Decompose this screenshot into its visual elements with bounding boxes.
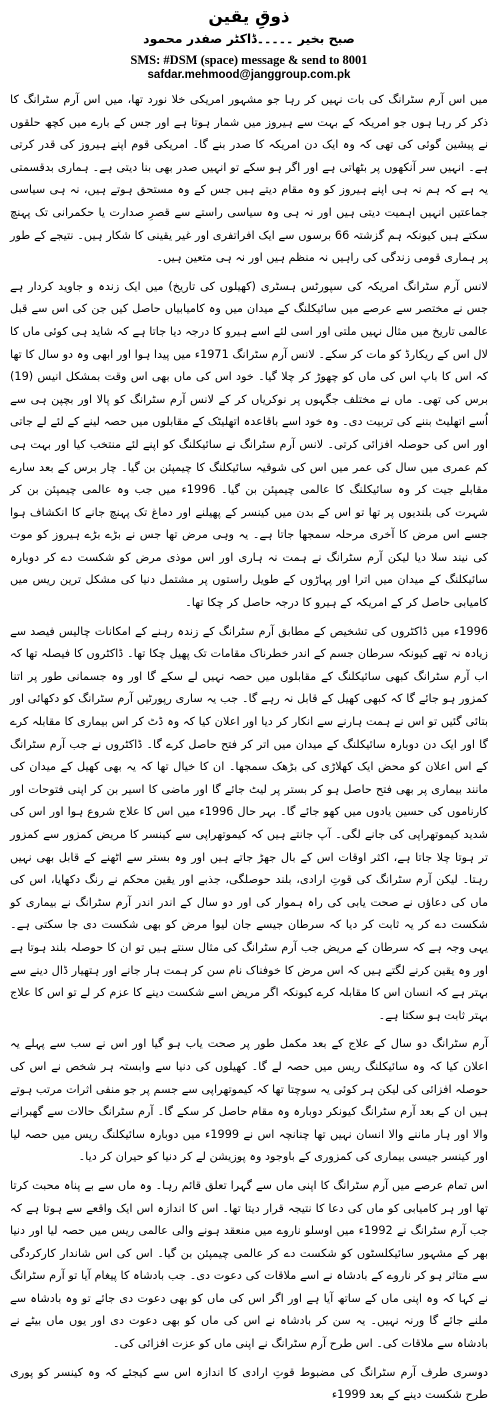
column-title: ذوقِ یقین	[208, 7, 290, 27]
paragraph: آرم سٹرانگ دو سال کے علاج کے بعد مکمل طور پر صحت یاب ہو گیا اور اس نے سب سے پہلے یہ اعلان کیا کہ وہ سائیکلنگ ریس میں حصہ لے گا۔ کھیلوں کی دنیا سے وابستہ ہر شخص نے اس کی حوصلہ افزائی کی لیکن ہر کوئی یہ سوچتا تھا کہ کیموتھراپی سے جسم پر جو منفی اثرات مرتب ہوتے ہیں ان کے بعد آرم سٹرانگ کیونکر دوبارہ وہ مقام حاصل کر سکے گا۔ آرم سٹرانگ حالات سے گھبرانے والا اور ہار ماننے والا انسان نہیں تھا چنانچہ اس نے 1999ء میں دوبارہ سائیکلنگ ریس میں حصہ لیا اور کینسر جیسی بیماری کی کمزوری کے باوجود وہ پوزیشن لے کر دنیا کو حیران کر دیا۔	[10, 1037, 488, 1164]
paragraph: دوسری طرف آرم سٹرانگ کی مضبوط قوتِ ارادی کا اندازہ اس سے کیجئے کہ وہ کینسر کو پوری طرح شکست دینے کے بعد 1999ء	[10, 1365, 488, 1402]
sms-line: SMS: #DSM (space) message & send to 8001	[130, 53, 368, 67]
paragraph: 1996ء میں ڈاکٹروں کی تشخیص کے مطابق آرم سٹرانگ کے زندہ رہنے کے امکانات چالیس فیصد سے زیادہ نہ تھے کیونکہ سرطان جسم کے اندر خطرناک مقامات تک پھیل چکا تھا۔ ڈاکٹروں کا فیصلہ تھا کہ اب آرم سٹرانگ کبھی سائیکلنگ کے مقابلوں میں حصہ نہیں لے سکے گا اور وہ جسمانی طور پر اتنا کمزور ہو جائے گا کہ کبھی کھیل کے قابل نہ رہے گا۔ جب یہ ساری رپورٹیں آرم سٹرانگ کو دکھائی اور بتائی گئیں تو اس نے ہمت ہارنے سے انکار کر دیا اور اعلان کیا کہ وہ ڈٹ کر اس بیماری کا مقابلہ کرے گا اور ایک دن دوبارہ سائیکلنگ کے میدان میں اتر کر فتح حاصل کرے گا۔ ڈاکٹروں نے جب آرم سٹرانگ کے اس اعلان کو محض ایک کھلاڑی کی بڑھک سمجھا۔ ان کا خیال تھا کہ یہ بھی کھیل کے میدان کی مانند بیماری پر بھی فتح حاصل ہو کر بستر پر لیٹ جائے گا اور ماضی کا اسیر بن کر اپنی فتوحات اور کارناموں کی حسین یادوں میں کھو جائے گا۔ بہر حال 1996ء میں اس کا علاج شروع ہوا اور اس کی شدید کیموتھراپی کی جانے لگی۔ آپ جانتے ہیں کہ کیموتھراپی سے کینسر کا مریض کمزور سے کمزور تر ہوتا چلا جاتا ہے، اکثر اوقات اس کے بال جھڑ جاتے ہیں اور وہ بستر سے اٹھنے کے قابل بھی نہیں رہتا۔ لیکن آرم سٹرانگ کی قوتِ ارادی، بلند حوصلگی، جذبے اور یقین محکم نے رنگ دکھایا، اس کی ماں کی دعاؤں نے صحت یابی کی راہ ہموار کی اور دو سال کے اندر اندر آرم سٹرانگ نے بیماری کو شکست دے کر یہ ثابت کر دیا کہ سرطان جیسے جان لیوا مرض کو بھی شکست دی جا سکتی ہے۔ یہی وجہ ہے کہ سرطان کے مریض جب آرم سٹرانگ کی مثال سنتے ہیں تو ان کا حوصلہ بلند ہوتا ہے اور وہ یقین کرنے لگتے ہیں کہ اس مرض کا خوفناک نام سن کر ہمت ہار جانے اور ہتھیار ڈال دینے سے بہتر ہے کہ انسان اس کا مقابلہ کرے کیونکہ اگر مریض اسے شکست دینے کا عزم کر لے تو اس کا علاج بہتر ثابت ہو سکتا ہے۔	[10, 624, 488, 1022]
author-email: safdar.mehmood@janggroup.com.pk	[147, 69, 351, 81]
column-byline: صبح بخیر ۔۔۔۔۔ڈاکٹر صفدر محمود	[143, 31, 355, 46]
paragraph: لانس آرم سٹرانگ امریکہ کی سپورٹس ہسٹری (کھیلوں کی تاریخ) میں ایک زندہ و جاوید کردار ہے جس نے مختصر سے عرصے میں سائیکلنگ کے میدان میں وہ کامیابیاں حاصل کیں جن کی اس سے قبل عالمی تاریخ میں مثال نہیں ملتی اور اسی لئے اسے ہیرو کا درجہ دیا جاتا ہے کہ شاید ہی کوئی ماں کا لال اس کے ریکارڈ کو مات کر سکے۔ لانس آرم سٹرانگ 1971ء میں پیدا ہوا اور ابھی وہ دو سال کا تھا کہ اس کا باپ اس کی ماں کو چھوڑ کر چلا گیا۔ خود اس کی ماں بھی اس وقت بمشکل انیس (19) برس کی تھی۔ ماں نے مختلف جگہوں پر نوکریاں کر کے لانس آرم سٹرانگ کو پالا اور بچپن ہی سے اُسے اتھلیٹ بننے کی تربیت دی۔ وہ خود اسے باقاعدہ اتھلیٹک کے مقابلوں میں حصہ لینے کے لئے لے جاتی اور اس کی حوصلہ افزائی کرتی۔ لانس آرم سٹرانگ نے سائیکلنگ کو اپنے لئے منتخب کیا اور بہت ہی کم عمری میں سال کی عمر میں اس کی شوقیہ سائیکلنگ کا چیمپئن بن گیا۔ چار برس کے بعد سارے مقابلے جیت کر وہ سائیکلنگ کا عالمی چیمپئن بن گیا۔ 1996ء میں جب وہ عالمی چیمپئن بن کر شہرت کی بلندیوں پر تھا تو اس کے بدن میں کینسر کے پھیلنے اور دماغ تک پہنچ جانے کا انکشاف ہوا جسے اس مرض کا آخری مرحلہ سمجھا جاتا ہے۔ یہ وہی مرض تھا جس نے بڑے بڑے ہیروز کو موت کی نیند سلا دیا لیکن آرم سٹرانگ نے ہمت نہ ہاری اور اس موذی مرض کو شکست دے کر دوبارہ سائیکلنگ کے میدان میں اترا اور پہاڑوں کے طویل راستوں پر مشتمل دنیا کی مشکل ترین ریس میں کامیابی حاصل کر کے امریکہ کے ہیرو کا درجہ حاصل کر چکا تھا۔	[10, 279, 488, 610]
paragraph: اس تمام عرصے میں آرم سٹرانگ کا اپنی ماں سے گہرا تعلق قائم رہا۔ وہ ماں سے بے پناہ محبت کرتا تھا اور ہر کامیابی کو ماں کی دعا کا نتیجہ قرار دیتا تھا۔ اس کا اندازہ اس ایک واقعے سے ہوتا ہے کہ جب آرم سٹرانگ نے 1992ء میں اوسلو ناروے میں منعقد ہونے والی عالمی ریس میں حصہ لیا اور دنیا بھر کے مشہور سائیکلسٹوں کو شکست دے کر عالمی چیمپئن بن گیا۔ اس کی اس شاندار کارکردگی سے متاثر ہو کر ناروے کے بادشاہ نے اسے ملاقات کی دعوت دی۔ جب بادشاہ کا پیغام آیا تو آرم سٹرانگ نے کہا کہ وہ اپنی ماں کے ساتھ آیا ہے اور اگر اس کی ماں کو بھی دعوت دی جائے تو وہ بادشاہ سے ملنے جائے گا ورنہ نہیں۔ یہ سن کر بادشاہ نے اس کی ماں کو بھی دعوت دی اور یوں ماں بیٹے نے بادشاہ سے ملاقات کی۔ اس طرح آرم سٹرانگ نے اپنی ماں کو عزت افزائی کی۔	[10, 1178, 488, 1351]
column-body	[10, 89, 488, 1407]
paragraph: میں اس آرم سٹرانگ کی بات نہیں کر رہا جو مشہور امریکی خلا نورد تھا، میں اس آرم سٹرانگ کا ذکر کر رہا ہوں جو امریکہ کے بہت سے ہیروز میں شمار ہوتا ہے اور جس کے بارے میں کچھ حلقوں نے پیشین گوئی کی تھی کہ وہ ایک دن امریکہ کا صدر بنے گا۔ امریکی قوم اپنے ہیروز کی قدر کرتی ہے۔ انہیں سر آنکھوں پر بٹھاتی ہے اور اگر ہو سکے تو انہیں صدر بھی بنا دیتی ہے۔ ہماری بدقسمتی یہ ہے کہ ہم نہ ہی اپنے ہیروز کو وہ مقام دیتے ہیں جس کے وہ مستحق ہوتے ہیں، نہ ہی سیاسی جماعتیں انہیں اہمیت دیتی ہیں اور نہ ہی وہ سیاسی راستے سے قصرِ صدارت یا حکمرانی تک پہنچ سکتے ہیں کیونکہ ہم گزشتہ 66 برسوں سے ایک افراتفری اور غیر یقینی کا شکار ہیں۔ نتیجے کے طور پر ہماری قومی زندگی کی راہیں نہ منظم ہیں اور نہ ہی متعین ہیں۔	[10, 93, 489, 265]
